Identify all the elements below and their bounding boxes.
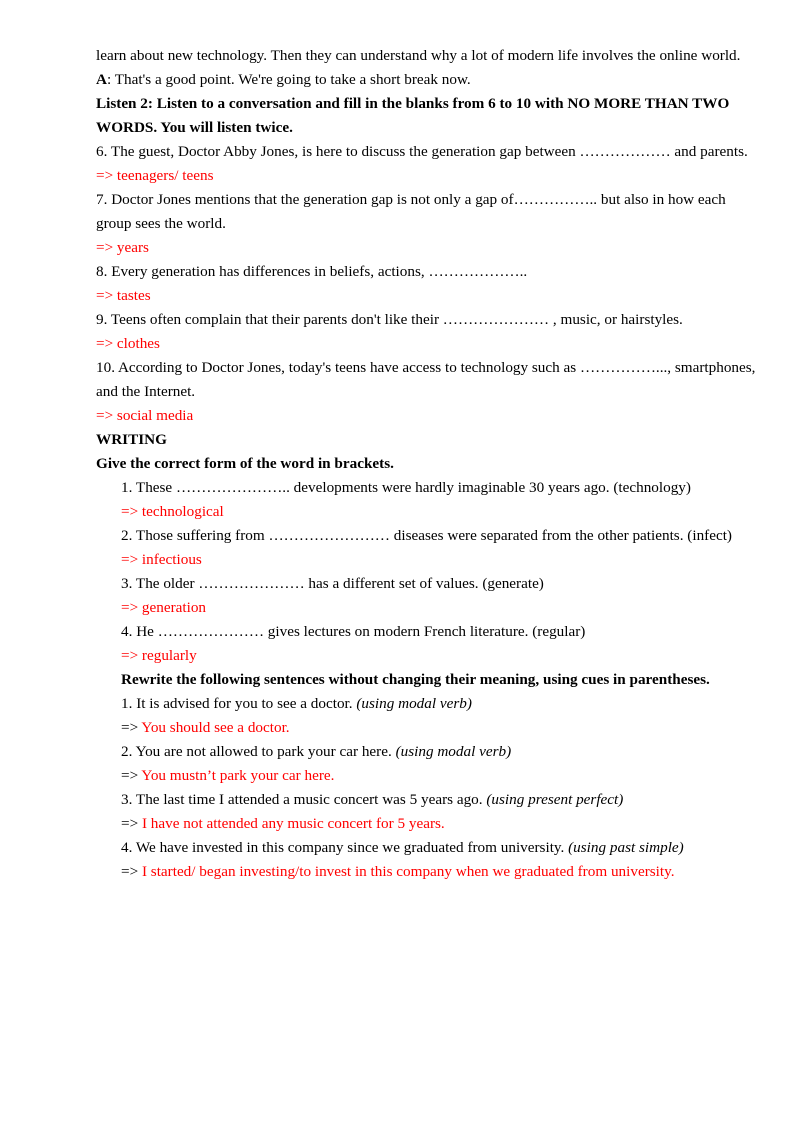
rewrite-answer-3 [121,812,756,836]
answer-arrow: => [121,719,142,736]
rewrite-instruction: Rewrite the following sentences without changing their meaning, using cues in parentheses. [121,671,710,688]
rewrite-question-1 [121,692,756,716]
rewrite-answer-1 [121,716,756,740]
rewrite-question-text: 3. The last time I attended a music concert was 5 years ago. [121,791,487,808]
writing-heading: WRITING [96,431,167,448]
answer-8: => tastes [96,287,151,304]
listen2-instruction: Listen 2: Listen to a conversation and fill in the blanks from 6 to 10 with NO MORE THAN TWO WORDS. You will listen twice. [96,95,730,136]
rewrite-answer-text: I started/ began investing/to invest in this company when we graduated from university. [141,863,675,880]
rewrite-cue: (using past simple) [568,839,684,856]
answer-arrow: => [121,863,142,880]
speaker-line [96,68,756,92]
rewrite-question-text: 4. We have invested in this company since we graduated from university. [121,839,569,856]
rewrite-question-4 [121,836,756,860]
answer-7: => years [96,239,149,256]
rewrite-answer-text: I have not attended any music concert for 5 years. [141,815,445,832]
rewrite-answer-text: You should see a doctor. [141,719,290,736]
question-10: 10. According to Doctor Jones, today's teens have access to technology such as ……………..., smartphones, and the Internet. [96,359,756,400]
document-page [96,44,756,884]
question-6: 6. The guest, Doctor Abby Jones, is here to discuss the generation gap between ……………… and parents. [96,143,748,160]
answer-9: => clothes [96,335,160,352]
answer-arrow: => [121,815,142,832]
rewrite-question-text: 1. It is advised for you to see a doctor. [121,695,357,712]
wordform-question-1: 1. These ………………….. developments were hardly imaginable 30 years ago. (technology) [121,479,691,496]
answer-arrow: => [121,767,142,784]
rewrite-cue: (using modal verb) [395,743,512,760]
wordform-question-4: 4. He ………………… gives lectures on modern French literature. (regular) [121,623,586,640]
wordform-answer-4: => regularly [121,647,197,664]
question-9: 9. Teens often complain that their parents don't like their ………………… , music, or hairstyles. [96,311,683,328]
rewrite-answer-4 [121,860,756,884]
answer-6: => teenagers/ teens [96,167,214,184]
rewrite-cue: (using present perfect) [486,791,624,808]
rewrite-cue: (using modal verb) [356,695,472,712]
intro-line: learn about new technology. Then they can understand why a lot of modern life involves the online world. [96,47,741,64]
speaker-label: A [96,71,107,88]
rewrite-answer-2 [121,764,756,788]
rewrite-question-3 [121,788,756,812]
wordform-question-3: 3. The older ………………… has a different set of values. (generate) [121,575,544,592]
wordform-answer-1: => technological [121,503,224,520]
rewrite-question-text: 2. You are not allowed to park your car here. [121,743,396,760]
wordform-list [96,476,756,884]
speaker-text: : That's a good point. We're going to take a short break now. [106,71,471,88]
wordform-question-2: 2. Those suffering from …………………… diseases were separated from the other patients. (infect) [121,527,732,544]
rewrite-answer-text: You mustn’t park your car here. [141,767,335,784]
wordform-instruction: Give the correct form of the word in brackets. [96,455,394,472]
wordform-answer-2: => infectious [121,551,202,568]
question-8: 8. Every generation has differences in beliefs, actions, ……………….. [96,263,528,280]
wordform-answer-3: => generation [121,599,207,616]
rewrite-question-2 [121,740,756,764]
answer-10: => social media [96,407,194,424]
question-7: 7. Doctor Jones mentions that the generation gap is not only a gap of…………….. but also in how each group sees the world. [96,191,726,232]
